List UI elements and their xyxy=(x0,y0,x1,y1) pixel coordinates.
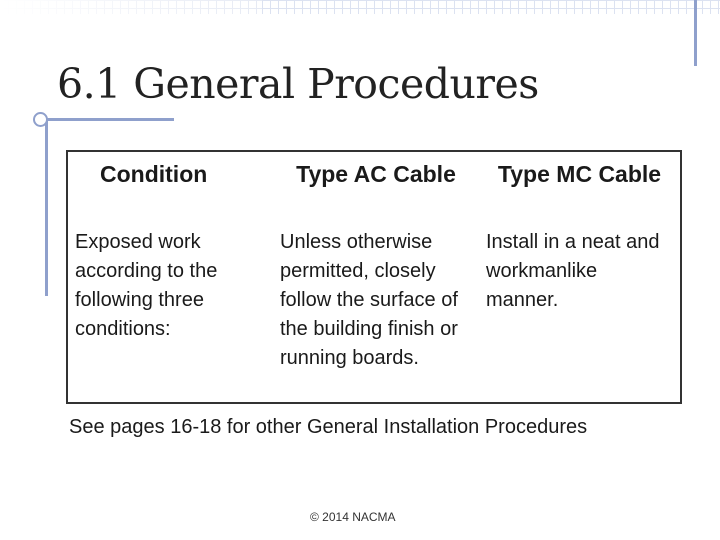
header-condition: Condition xyxy=(100,161,208,187)
header-type-ac-cable: Type AC Cable xyxy=(296,161,456,187)
cell-type-mc: Install in a neat and workmanlike manner. xyxy=(486,231,660,311)
grid-pattern-left xyxy=(0,0,262,14)
accent-vertical-line-left xyxy=(45,118,48,296)
table-header-row xyxy=(67,151,681,220)
accent-vertical-line-right xyxy=(694,0,697,66)
cell-condition: Exposed work according to the following three conditions: xyxy=(75,231,218,340)
slide-title: 6.1 General Procedures xyxy=(57,60,539,108)
header-type-mc-cable: Type MC Cable xyxy=(497,161,662,187)
circle-bullet-decoration xyxy=(33,112,48,127)
cell-type-ac: Unless otherwise permitted, closely follow the surface of the building finish or running boards. xyxy=(280,231,458,369)
footnote: See pages 16-18 for other General Installation Procedures xyxy=(69,416,588,438)
title-underline xyxy=(36,118,174,121)
procedures-table xyxy=(66,150,682,404)
copyright: © 2014 NACMA xyxy=(310,510,396,524)
table-row xyxy=(67,220,681,403)
grid-pattern-decoration xyxy=(262,0,720,14)
